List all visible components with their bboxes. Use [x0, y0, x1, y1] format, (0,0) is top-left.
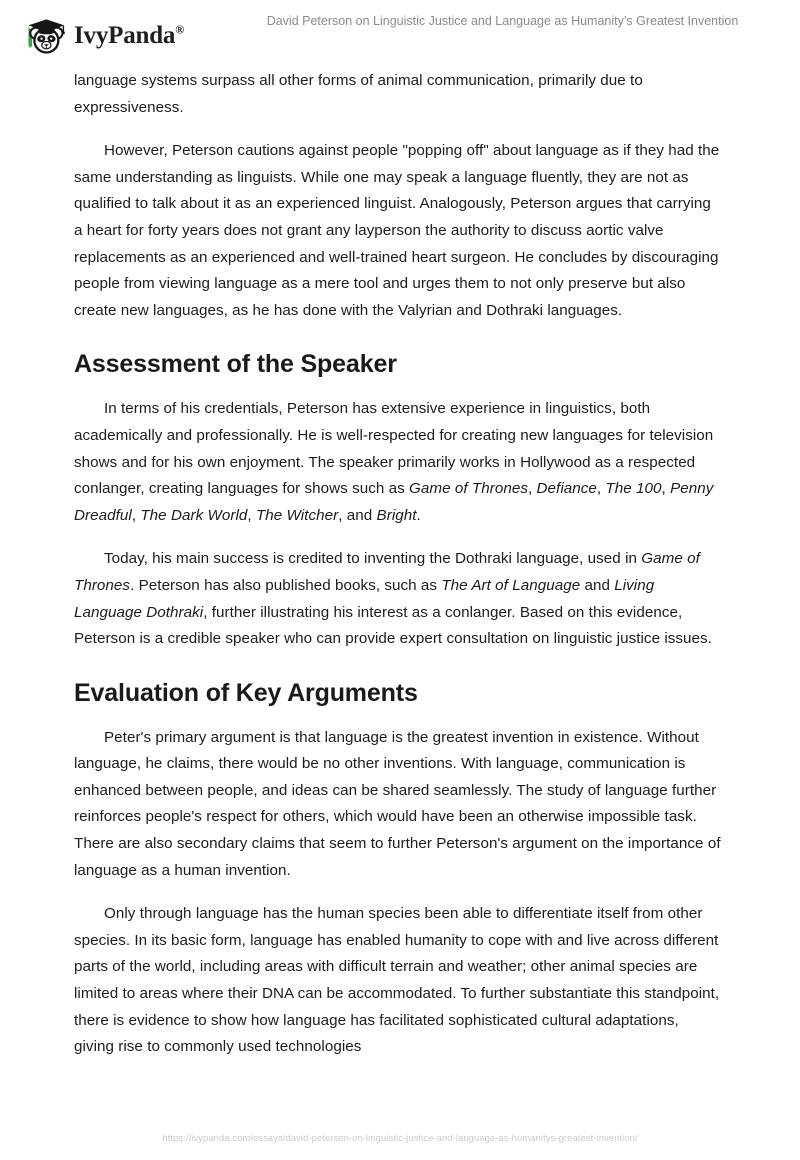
text-run: , further illustrating his interest as a conlanger. Based on this evidence, Peterson is a credible speaker who can provide expert consultation on linguistic justice issues. — [74, 603, 712, 648]
body-paragraph — [74, 901, 722, 1061]
italic-work-title: The Dark World — [140, 506, 248, 524]
text-run: Only through language has the human species been able to differentiate itself from other species. In its basic form, language has enabled humanity to cope with and live across different parts of the world, including areas with difficult terrain and weather; other animal species are limited to areas where their DNA can be accommodated. To further substantiate this standpoint, there is evidence to show how language has facilitated sophisticated cultural adaptations, giving rise to commonly used technologies — [74, 905, 720, 1056]
italic-work-title: Penny Dreadful — [74, 480, 714, 524]
body-paragraph — [74, 725, 722, 885]
text-run: and — [580, 576, 615, 594]
text-run: , — [247, 506, 256, 524]
body-paragraph — [74, 68, 722, 121]
italic-work-title: The 100 — [605, 480, 662, 498]
italic-work-title: Game of Thrones — [409, 480, 528, 498]
brand-logo-link[interactable] — [0, 0, 184, 58]
panda-graduate-logo-icon — [22, 12, 68, 58]
text-run: . — [416, 506, 421, 524]
body-paragraph — [74, 138, 722, 324]
text-run: However, Peterson cautions against people "popping off" about language as if they had the same understanding as linguists. While one may speak a language fluently, they are not as qualified to talk about it as an experienced linguist. Analogously, Peterson argues that carrying a heart for forty years does not grant any layperson the authority to discuss aortic valve replacements as an experienced and well-trained heart surgeon. He concludes by discouraging people from viewing language as a mere tool and urges them to not only preserve but also create new languages, as he has done with the Valyrian and Dothraki languages. — [74, 142, 720, 319]
source-url[interactable]: https://ivypanda.com/essays/david-peterson-on-linguistic-justice-and-language-as-humanitys-greatest-invention/ — [162, 1132, 638, 1143]
registered-trademark-icon: ® — [175, 22, 184, 37]
document-title: David Peterson on Linguistic Justice and Language as Humanity’s Greatest Invention — [266, 14, 739, 28]
text-run: Today, his main success is credited to inventing the Dothraki language, used in — [104, 550, 642, 568]
page-footer — [0, 1128, 800, 1146]
brand-name — [74, 23, 184, 48]
text-run: , — [527, 480, 537, 498]
text-run: , — [131, 506, 141, 524]
text-run: , — [661, 480, 671, 498]
page-header — [0, 0, 800, 62]
italic-work-title: The Witcher — [255, 506, 339, 524]
italic-work-title: The Art of Language — [441, 576, 581, 594]
brand-name-text: IvyPanda — [74, 21, 176, 49]
body-paragraph — [74, 396, 722, 529]
essay-body — [74, 68, 722, 1078]
body-paragraph — [74, 546, 722, 652]
section-heading: Evaluation of Key Arguments — [74, 678, 418, 707]
section-heading: Assessment of the Speaker — [74, 350, 397, 379]
italic-work-title: Living Language Dothraki — [74, 576, 655, 621]
text-run: language systems surpass all other forms of animal communication, primarily due to expressiveness. — [74, 72, 643, 116]
italic-work-title: Defiance — [536, 480, 597, 498]
italic-work-title: Bright — [376, 506, 417, 524]
text-run: , — [596, 480, 606, 498]
text-run: , and — [338, 506, 377, 524]
text-run: In terms of his credentials, Peterson has extensive experience in linguistics, both academically and professionally. He is well-respected for creating new languages for television shows and for his own enjoyment. The speaker primarily works in Hollywood as a respected conlanger, creating languages for shows such as — [74, 400, 714, 498]
text-run: . Peterson has also published books, such as — [130, 576, 442, 594]
text-run: Peter's primary argument is that language is the greatest invention in existence. Without language, he claims, there would be no other inventions. With language, communication is enhanced between people, and ideas can be shared seamlessly. The study of language further reinforces people's respect for others, which would have been an otherwise impossible task. There are also secondary claims that seem to further Peterson's argument on the importance of language as a human invention. — [74, 728, 721, 879]
italic-work-title: Game of Thrones — [74, 550, 700, 594]
